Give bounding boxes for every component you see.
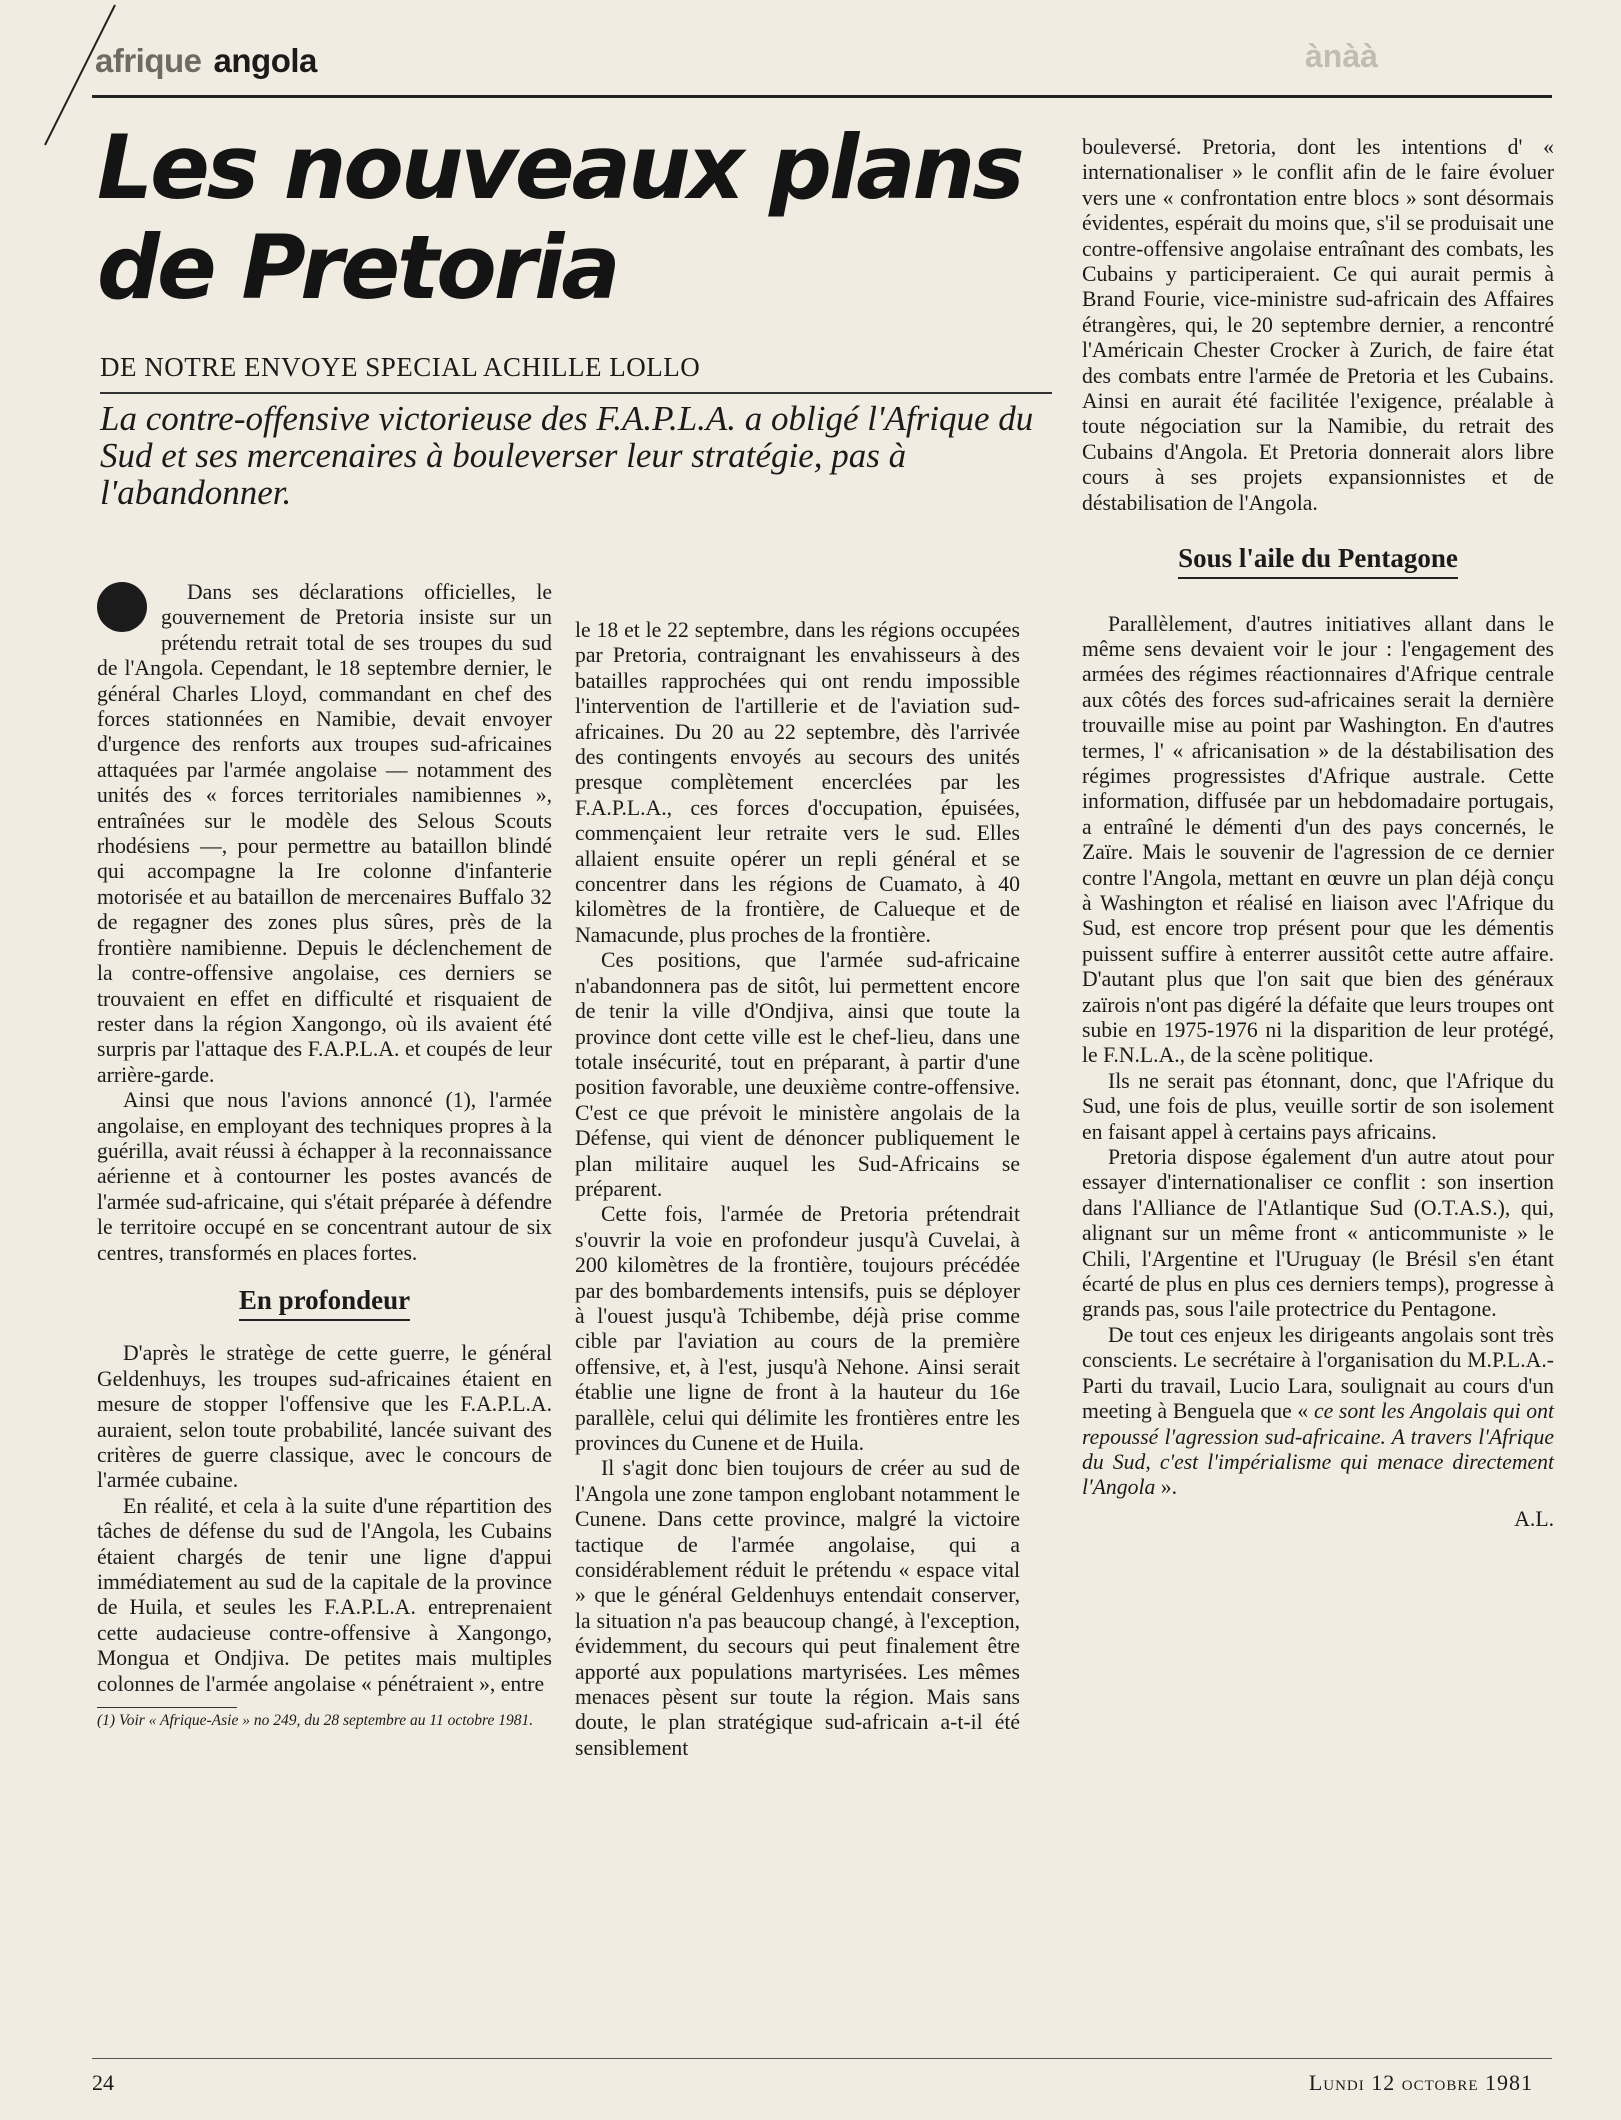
footnote: (1) Voir « Afrique-Asie » no 249, du 28 septembre au 11 octobre 1981. (97, 1712, 534, 1730)
country-label: angola (213, 42, 317, 79)
header-rule (92, 95, 1552, 98)
author-initials: A.L. (1514, 1506, 1554, 1531)
footnote-rule (97, 1707, 237, 1708)
paragraph: Cette fois, l'armée de Pretoria prétendrait s'ouvrir la voie en profondeur jusqu'à Cuvelai, à 200 kilomètres de la frontière, toujours précédée par des bombardements intensifs, puis se déployer à l'ouest jusqu'à Tchibembe, déjà prise comme cible par l'aviation au cours de la première offensive, et, à l'est, jusqu'à Nehone. Ainsi serait établie une ligne de front à la hauteur du 16e parallèle, celui qui délimite les frontières entre les provinces du Cunene et de Huila. (575, 1202, 1020, 1455)
headline: Les nouveaux plans de Pretoria (97, 116, 1022, 319)
bullet-dot-icon (97, 582, 147, 632)
column-1 (97, 580, 552, 1730)
page-number: 24 (92, 2070, 114, 2095)
bleed-through-text: ànàà (1305, 38, 1378, 74)
paragraph: le 18 et le 22 septembre, dans les régions occupées par Pretoria, contraignant les envahisseurs à des batailles rapprochées qui ont rendu impossible l'intervention de l'artillerie et de l'aviation sud-africaines. Du 20 au 22 septembre, dès l'arrivée des contingents envoyés au secours des unités presque complètement encerclées par les F.A.P.L.A., ces forces d'occupation, épuisées, commençaient leur retraite vers le sud. Elles allaient ensuite opérer un repli général et se concentrer dans les régions de Cuamato, à 40 kilomètres de la frontière, de Calueque et de Namacunde, plus proches de la frontière. (575, 618, 1020, 947)
subheading-sous-l-aile: Sous l'aile du Pentagone (1082, 546, 1554, 571)
byline: DE NOTRE ENVOYE SPECIAL ACHILLE LOLLO (100, 352, 701, 382)
subheading-en-profondeur: En profondeur (97, 1288, 552, 1313)
issue-date: Lundi 12 octobre 1981 (1308, 2070, 1533, 2095)
byline-rule (100, 392, 1052, 394)
lead-paragraph: La contre-offensive victorieuse des F.A.P.L.A. a obligé l'Afrique du Sud et ses mercenaires à bouleverser leur stratégie, pas à l'abandonner. (100, 399, 1034, 512)
paragraph: Parallèlement, d'autres initiatives allant dans le même sens devaient voir le jour : l'engagement des armées des régimes réactionnaires d'Afrique centrale aux côtés des forces sud-africaines serait la dernière trouvaille mise au point par Washington. En d'autres termes, l' « africanisation » de la déstabilisation des régimes progressistes d'Afrique australe. Cette information, diffusée par un hebdomadaire portugais, a entraîné le démenti d'un des pays concernés, le Zaïre. Mais le souvenir de l'agression de ce dernier contre l'Angola, mettant en œuvre un plan déjà conçu à Washington et réalisé en liaison avec l'Afrique du Sud, est encore trop présent pour que les démentis puissent suffire à enterrer aussitôt cette autre affaire. D'autant plus que l'on sait que bien des généraux zaïrois n'ont pas digéré la défaite que leurs troupes ont subie en 1975-1976 ni la disparition de leur protégé, le F.N.L.A., de la scène politique. (1082, 611, 1554, 1068)
paragraph: En réalité, et cela à la suite d'une répartition des tâches de défense du sud de l'Angola, les Cubains étaient chargés de tenir une ligne d'appui immédiatement au sud de la capitale de la province de Huila, et seules les F.A.P.L.A. entreprenaient cette audacieuse contre-offensive à Xangongo, Mongua et Ondjiva. De petites mais multiples colonnes de l'armée angolaise « pénétraient », entre (97, 1493, 552, 1696)
paragraph: Ces positions, que l'armée sud-africaine n'abandonnera pas de sitôt, lui permettent encore de tenir la ville d'Ondjiva, ainsi que toute la province dont cette ville est le chef-lieu, dans une totale insécurité, tout en préparant, à partir d'une position favorable, une deuxième contre-offensive. C'est ce que prévoit le ministère angolais de la Défense, qui vient de dénoncer publiquement le plan militaire auquel les Sud-Africains se préparent. (575, 948, 1020, 1201)
paragraph: Ainsi que nous l'avions annoncé (1), l'armée angolaise, en employant des techniques propres à la guérilla, avait réussi à échapper à la reconnaissance aérienne et à contourner les postes avancés de l'armée sud-africaine, qui s'était préparée à défendre le territoire occupé en se concentrant autour de six centres, transformés en places fortes. (97, 1088, 552, 1265)
column-3 (1082, 135, 1554, 1532)
column-2 (575, 618, 1020, 1761)
paragraph: D'après le stratège de cette guerre, le général Geldenhuys, les troupes sud-africaines étaient en mesure de stopper l'offensive que les F.A.P.L.A. auraient, selon toute probabilité, lancée suivant des critères de guerre classique, avec le concours de l'armée cubaine. (97, 1341, 552, 1493)
footer-rule (92, 2058, 1552, 2059)
paragraph: De tout ces enjeux les dirigeants angolais sont très conscients. Le secrétaire à l'organisation du M.P.L.A.-Parti du travail, Lucio Lara, soulignait au cours d'un meeting à Benguela que « ce sont les Angolais qui ont repoussé l'agression sud-africaine. A travers l'Afrique du Sud, c'est l'impérialisme qui menace directement l'Angola ». (1082, 1322, 1554, 1500)
paragraph: Dans ses déclarations officielles, le gouvernement de Pretoria insiste sur un prétendu retrait total de ses troupes du sud de l'Angola. Cependant, le 18 septembre dernier, le général Charles Lloyd, commandant en chef des forces stationnées en Namibie, devait envoyer d'urgence des renforts aux troupes sud-africaines attaquées par l'armée angolaise — notamment des unités des « forces territoriales namibiennes », entraînées sur le modèle des Selous Scouts rhodésiens —, pour permettre au bataillon blindé qui accompagne la Ire colonne d'infanterie motorisée et au bataillon de mercenaires Buffalo 32 de regagner des zones plus sûres, près de la frontière namibienne. Depuis le déclenchement de la contre-offensive angolaise, ces derniers se trouvaient en effet en difficulté et risquaient de rester dans la région Xangongo, où ils avaient été surpris par l'attaque des F.A.P.L.A. et coupés de leur arrière-garde. (97, 580, 552, 1087)
paragraph: Ils ne serait pas étonnant, donc, que l'Afrique du Sud, une fois de plus, veuille sortir de son isolement en faisant appel à certains pays africains. (1082, 1068, 1554, 1144)
paragraph: Il s'agit donc bien toujours de créer au sud de l'Angola une zone tampon englobant notamment le Cunene. Dans cette province, malgré la victoire tactique de l'armée angolaise, qui a considérablement réduit le prétendu « espace vital » que le général Geldenhuys entendait conserver, la situation n'a pas beaucoup changé, à l'exception, évidemment, du secours qui peut finalement être apporté aux populations martyrisées. Les mêmes menaces pèsent sur toute la région. Mais sans doute, le plan stratégique sud-africain a-t-il été sensiblement (575, 1456, 1020, 1760)
section-label: afrique (95, 42, 202, 79)
section-kicker (95, 42, 317, 80)
paragraph: Pretoria dispose également d'un autre atout pour essayer d'internationaliser ce conflit : son insertion dans l'Alliance de l'Atlantique Sud (O.T.A.S.), qui, alignant sur un même front « anticommuniste » le Chili, l'Argentine et l'Uruguay (le Brésil s'en étant écarté de plus en plus ces derniers temps), progresse à grands pas, sous l'aile protectrice du Pentagone. (1082, 1145, 1554, 1322)
paragraph: bouleversé. Pretoria, dont les intentions d' « internationaliser » le conflit afin de le faire évoluer vers une « confrontation entre blocs » sont désormais évidentes, espérait du moins que, s'il se produisait une contre-offensive angolaise entraînant des combats, les Cubains y participeraient. Ce qui aurait permis à Brand Fourie, vice-ministre sud-africain des Affaires étrangères, qui, le 20 septembre dernier, a rencontré l'Américain Chester Crocker à Zurich, de faire état des combats entre l'armée de Pretoria et les Cubains. Ainsi en aurait été facilitée l'exigence, préalable à toute négociation sur la Namibie, du retrait des Cubains d'Angola. Et Pretoria donnerait alors libre cours à ses projets expansionnistes et de déstabilisation de l'Angola. (1082, 135, 1554, 515)
